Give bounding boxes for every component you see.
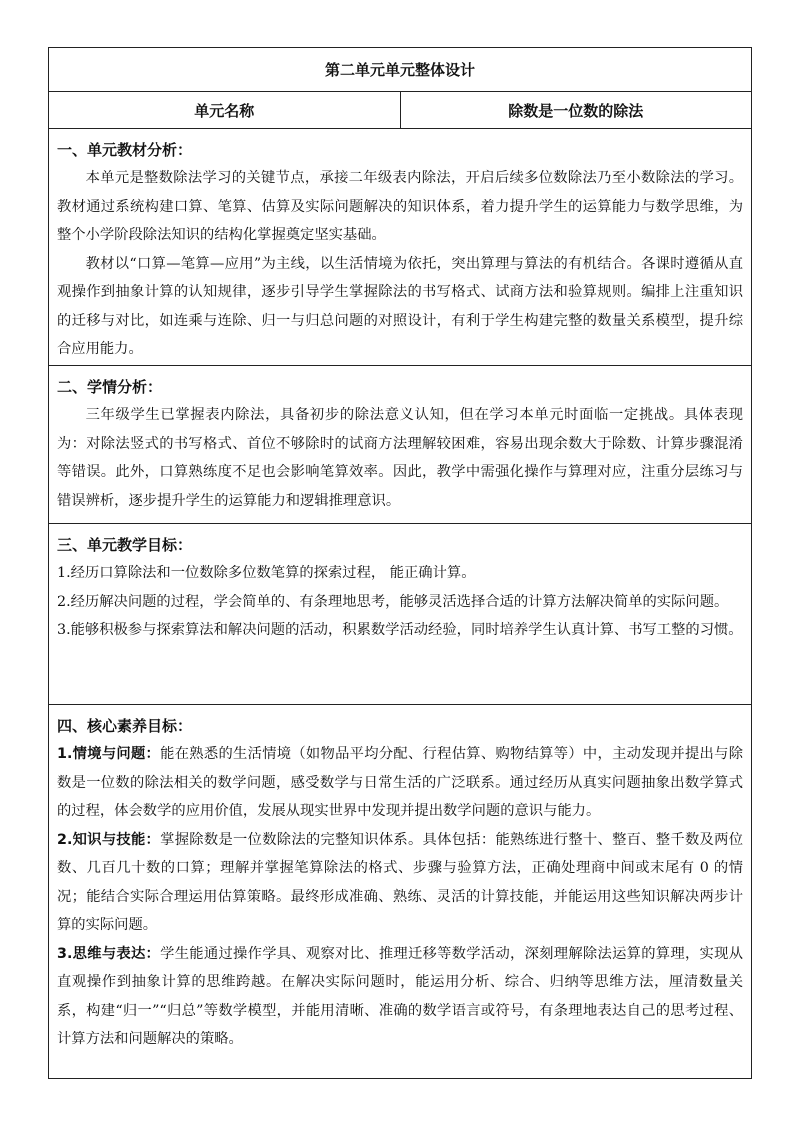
unit-name-value: 除数是一位数的除法 (508, 101, 644, 120)
literacy-item (57, 826, 743, 940)
section-teaching-goals (49, 524, 751, 705)
section-heading: 一、单元教材分析： (57, 141, 193, 159)
literacy-item-lead: 2.知识与技能： (57, 831, 161, 848)
paragraph: 本单元是整数除法学习的关键节点，承接二年级表内除法，开启后续多位数除法乃至小数除法的学习。教材通过系统构建口算、笔算、估算及实际问题解决的知识体系，着力提升学生的运算能力与数学思维，为整个小学阶段除法知识的结构化掌握奠定坚实基础。 (57, 170, 743, 243)
paragraph: 三年级学生已掌握表内除法，具备初步的除法意义认知，但在学习本单元时面临一定挑战。具体表现为：对除法竖式的书写格式、首位不够除时的试商方法理解较困难，容易出现余数大于除数、计算步骤混淆等错误。此外，口算熟练度不足也会影响笔算效率。因此，教学中需强化操作与算理对应，注重分层练习与错误辨析，逐步提升学生的运算能力和逻辑推理意识。 (57, 407, 743, 509)
table-title-text: 第二单元单元整体设计 (324, 61, 475, 79)
goal-item: 2.经历解决问题的过程，学会简单的、有条理地思考，能够灵活选择合适的计算方法解决简单的实际问题。 (57, 593, 729, 610)
section-heading: 二、学情分析： (57, 378, 163, 396)
table-title (49, 48, 751, 92)
literacy-item-lead: 1.情境与问题： (57, 746, 161, 762)
literacy-item-text: 能在熟悉的生活情境（如物品平均分配、行程估算、购物结算等）中，主动发现并提出与除数是一位数的除法相关的数学问题，感受数学与日常生活的广泛联系。通过经历从真实问题抽象出数学算式的过程，体会数学的应用价值，发展从现实世界中发现并提出数学问题的意识与能力。 (57, 746, 743, 819)
paragraph: 教材以“口算—笔算—应用”为主线，以生活情境为依托，突出算理与算法的有机结合。各课时遵循从直观操作到抽象计算的认知规律，逐步引导学生掌握除法的书写格式、试商方法和验算规则。编排上注重知识的迁移与对比，如连乘与连除、归一与归总问题的对照设计，有利于学生构建完整的数量关系模型，提升综合应用能力。 (57, 255, 743, 357)
literacy-item-text: 掌握除数是一位数除法的完整知识体系。具体包括：能熟练进行整十、整百、整千数及两位数、几百几十数的口算；理解并掌握笔算除法的格式、步骤与验算方法，正确处理商中间或末尾有 0 的情况；能结合实际合理运用估算策略。最终形成准确、熟练、灵活的计算技能，并能运用这些知识解决两步计算的实际问题。 (57, 831, 743, 933)
section-material-analysis (49, 129, 751, 366)
unit-name-label: 单元名称 (49, 92, 401, 128)
section-core-literacy (49, 705, 751, 1078)
goal-item: 1.经历口算除法和一位数除多位数笔算的探索过程， 能正确计算。 (57, 565, 476, 581)
section-heading: 四、核心素养目标： (57, 717, 193, 735)
literacy-item-lead: 3.思维与表达： (57, 945, 161, 962)
goal-item: 3.能够积极参与探索算法和解决问题的活动，积累数学活动经验，同时培养学生认真计算、书写工整的习惯。 (57, 622, 743, 638)
unit-design-table (48, 47, 752, 1079)
section-heading: 三、单元教学目标： (57, 536, 193, 554)
literacy-item-text: 学生能通过操作学具、观察对比、推理迁移等数学活动，深刻理解除法运算的算理，实现从直观操作到抽象计算的思维跨越。在解决实际问题时，能运用分析、综合、归纳等思维方法，厘清数量关系，构建“归一”“归总”等数学模型，并能用清晰、准确的数学语言或符号，有条理地表达自己的思考过程、计算方法和问题解决的策略。 (57, 945, 743, 1047)
literacy-item (57, 940, 743, 1054)
unit-name-row (49, 92, 751, 129)
section-student-analysis (49, 366, 751, 524)
literacy-item (57, 740, 743, 826)
